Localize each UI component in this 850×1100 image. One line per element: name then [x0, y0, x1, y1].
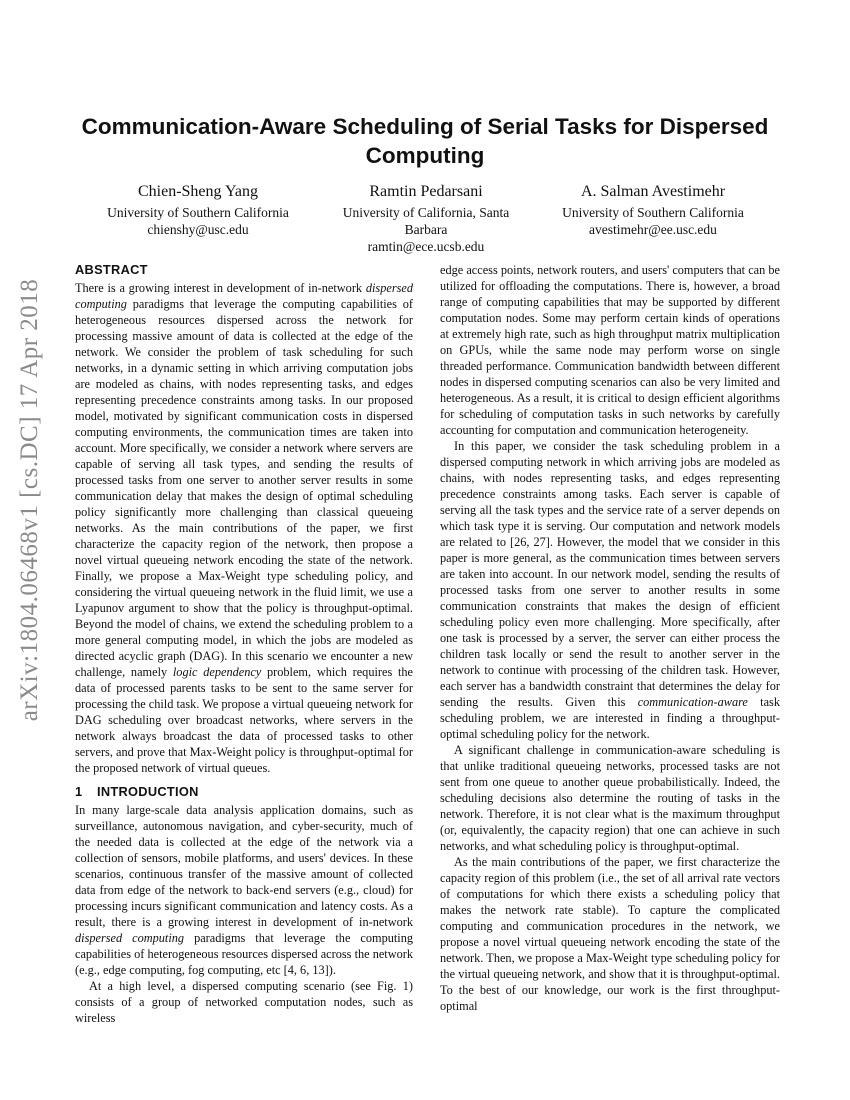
abstract-text: problem, which requires the data of processed parents tasks to be sent to the same server for processing the child task. We propose a virtual queueing network for DAG scheduling over broadcast networks, where servers in the network always broadcast the data of processed tasks to other servers, and prove that Max-Weight policy is throughput-optimal for the proposed network of virtual queues. [75, 665, 414, 775]
author-block-2 [328, 182, 524, 255]
author-block-3 [553, 182, 753, 238]
abstract-paragraph [75, 280, 413, 776]
intro-text: In many large-scale data analysis application domains, such as surveillance, autonomous navigation, and cyber-security, much of the needed data is collected at the edge of the network via a collection of sensors, mobile platforms, and users' devices. In these scenarios, continuous transfer of the massive amount of collected data from edge of the network to back-end servers (e.g., cloud) for processing incurs significant communication and latency costs. As a result, there is a growing interest in development of in-network [75, 803, 413, 929]
section-heading-introduction [75, 784, 413, 800]
abstract-text: There is a growing interest in development of in-network [75, 281, 366, 295]
author-affiliation: University of Southern California [562, 205, 744, 220]
arxiv-identifier: arXiv:1804.06468v1 [cs.DC] 17 Apr 2018 [16, 278, 43, 722]
left-column [75, 262, 413, 1026]
author-name: A. Salman Avestimehr [580, 183, 726, 200]
abstract-emphasis: dispersed computing [75, 281, 413, 311]
author-affiliation: University of Southern California [107, 205, 289, 220]
intro-paragraph-2: At a high level, a dispersed computing scenario (see Fig. 1) consists of a group of networked computation nodes, such as wireless [75, 979, 413, 1025]
author-name: Chien-Sheng Yang [137, 183, 258, 200]
intro-paragraph-1 [75, 802, 413, 978]
paper-title: Communication-Aware Scheduling of Serial Tasks for Dispersed Computing [81, 114, 769, 168]
author-email: chienshy@usc.edu [147, 222, 249, 237]
right-column [440, 262, 780, 1014]
section-number: 1 [75, 784, 83, 799]
author-email: ramtin@ece.ucsb.edu [367, 239, 485, 254]
body-text: task scheduling problem, we are interested in finding a throughput-optimal scheduling policy for the network. [440, 695, 780, 741]
author-affiliation: University of California, Santa Barbara [342, 205, 510, 237]
intro-emphasis: dispersed computing [75, 931, 185, 945]
section-title: INTRODUCTION [97, 784, 199, 799]
abstract-heading: ABSTRACT [75, 262, 148, 277]
body-paragraph-4: As the main contributions of the paper, we first characterize the capacity region of this problem (i.e., the set of all arrival rate vectors of computations for which there exists a scheduling policy that makes the network rate stable). To capture the complicated computing and communication procedures in the network, we propose a novel virtual queueing network encoding the state of the network. Then, we propose a Max-Weight type scheduling policy for the virtual queueing network, and show that it is throughput-optimal. To the best of our knowledge, our work is the first throughput-optimal [440, 855, 780, 1013]
body-text: In this paper, we consider the task scheduling problem in a dispersed computing network in which arriving jobs are modeled as chains, with nodes representing tasks, and edges representing precedence constraints among tasks. Each server is capable of serving all the task types and the service rate of a server depends on which task type it is serving. Our computation and network models are related to [26, 27]. However, the model that we consider in this paper is more general, as the communication times between servers are taken into account. In our network model, sending the results of processed tasks from one server to another results in some communication constraints that makes the design of efficient scheduling policy even more challenging. More specifically, after one task is processed by a server, the server can either process the children task locally or send the result to another server in the network to continue with processing of the children task. However, each server has a bandwidth constraint that determines the delay for sending the results. Given this [440, 439, 780, 709]
body-paragraph-2 [440, 438, 780, 742]
body-emphasis: communication-aware [637, 695, 748, 709]
author-name: Ramtin Pedarsani [369, 183, 483, 200]
arxiv-sidebar [2, 250, 58, 750]
abstract-emphasis: logic dependency [172, 665, 262, 679]
body-paragraph-1: edge access points, network routers, and users' computers that can be utilized for offloading the computations. There is, however, a broad range of computing capabilities that may be supported by different computation nodes. Some may perform certain kinds of operations at extremely high rate, such as high throughput matrix multiplication on GPUs, while the same node may perform worse on single threaded performance. Communication bandwidth between different nodes in dispersed computing scenarios can also be very limited and heterogeneous. As a result, it is critical to design efficient algorithms for scheduling of computation tasks in such networks by carefully accounting for computation and communication heterogeneity. [440, 263, 780, 437]
body-paragraph-3: A significant challenge in communication-aware scheduling is that unlike traditional queueing networks, processed tasks are not sent from one queue to another queue probabilistically. Indeed, the scheduling decisions also determine the routing of tasks in the network. Therefore, it is not clear what is the maximum throughput (or, equivalently, the capacity region) that one can achieve in such networks, and what scheduling policy is throughput-optimal. [440, 743, 780, 853]
author-email: avestimehr@ee.usc.edu [589, 222, 717, 237]
author-block-1 [98, 182, 298, 238]
abstract-text: paradigms that leverage the computing capabilities of heterogeneous resources dispersed across the network for processing massive amount of data is collected at the edge of the network. We consider the problem of task scheduling for such networks, in a dynamic setting in which arriving computation jobs are modeled as chains, with nodes representing tasks, and edges representing precedence constraints among tasks. In our proposed model, motivated by significant communication costs in dispersed computing environments, the communication times are taken into account. More specifically, we consider a network where servers are capable of serving all task types, and sending the results of processed tasks from one server to another server results in some communication delay that makes the design of optimal scheduling policy significantly more challenging than classical queueing networks. As the main contributions of the paper, we first characterize the capacity region of the network, then propose a novel virtual queueing network encoding the state of the network. Finally, we propose a Max-Weight type scheduling policy, and considering the virtual queueing network in the fluid limit, we use a Lyapunov argument to show that the policy is throughput-optimal. Beyond the model of chains, we extend the scheduling problem to a more general computing model, in which the jobs are modeled as directed acyclic graph (DAG). In this scenario we encounter a new challenge, namely [75, 297, 413, 679]
intro-text: paradigms that leverage the computing capabilities of heterogeneous resources dispersed across the network (e.g., edge computing, fog computing, etc [4, 6, 13]). [75, 931, 414, 977]
